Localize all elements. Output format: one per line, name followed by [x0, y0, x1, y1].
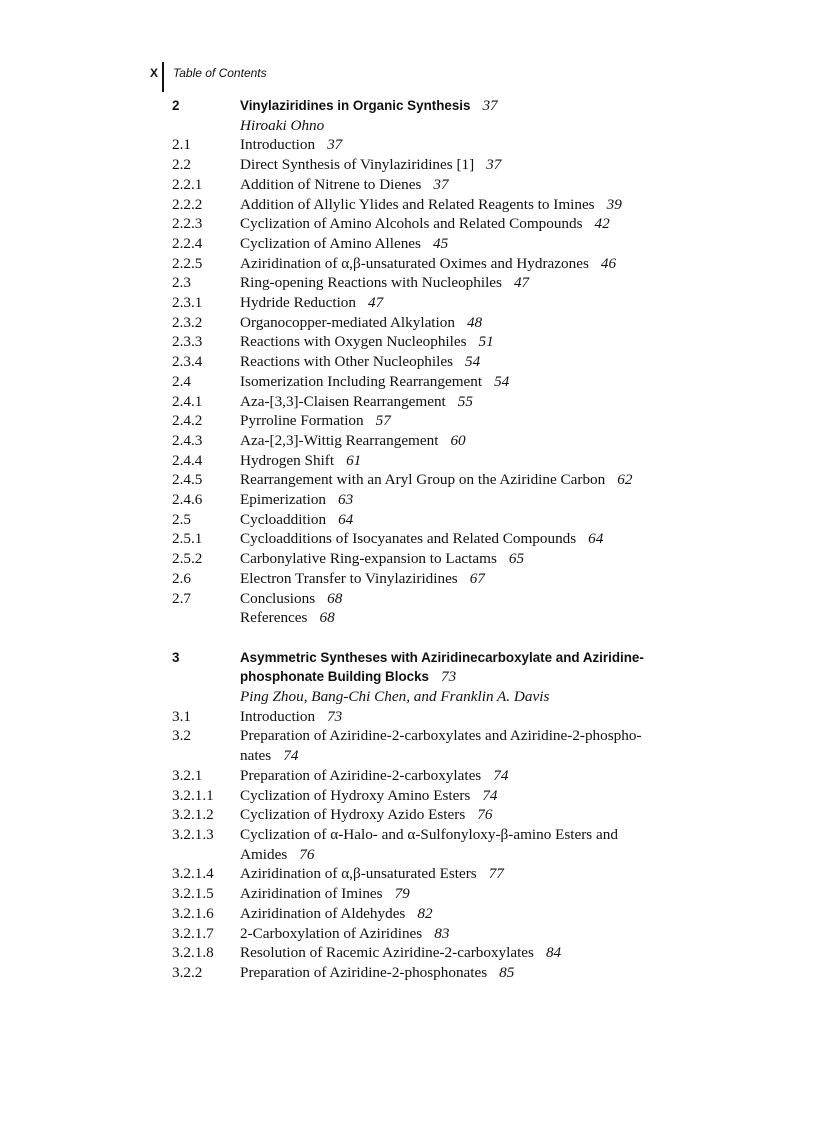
header-rule — [162, 62, 164, 92]
toc-entry[interactable] — [172, 864, 692, 884]
section-page: 76 — [299, 845, 315, 863]
toc-entry[interactable] — [172, 510, 692, 530]
chapter-3-entries — [172, 707, 692, 983]
section-title: Carbonylative Ring-expansion to Lactams — [240, 550, 497, 568]
chapter-page: 73 — [440, 668, 457, 686]
toc-entry[interactable] — [172, 175, 692, 195]
spacer — [172, 628, 692, 648]
section-title: Aziridination of α,β-unsaturated Esters — [240, 865, 477, 883]
chapter-author: Hiroaki Ohno — [240, 116, 325, 134]
toc-entry[interactable] — [172, 135, 692, 155]
section-title: Cyclization of Amino Allenes — [240, 234, 421, 252]
section-number: 3.2.1.3 — [172, 826, 214, 843]
section-page: 39 — [606, 195, 622, 213]
section-title: Cycloaddition — [240, 510, 327, 528]
section-title: Aza-[2,3]-Wittig Rearrangement — [240, 431, 439, 449]
section-title: Isomerization Including Rearrangement — [240, 372, 483, 390]
section-page: 37 — [486, 156, 502, 174]
section-title: Reactions with Oxygen Nucleophiles — [240, 333, 467, 351]
toc-entry[interactable] — [172, 293, 692, 313]
section-title: Addition of Nitrene to Dienes — [240, 175, 422, 193]
section-title: Aziridination of Imines — [240, 885, 383, 903]
section-title: Rearrangement with an Aryl Group on the Aziridine Carbon — [240, 471, 606, 489]
section-number: 3.2.1.4 — [172, 865, 214, 883]
toc-entry[interactable] — [172, 332, 692, 352]
toc-entry[interactable] — [172, 155, 692, 175]
section-number: 2.4 — [172, 372, 191, 390]
toc-entry[interactable] — [172, 529, 692, 549]
section-page: 45 — [432, 234, 449, 252]
section-number: 3.2.2 — [172, 963, 203, 981]
section-page: 83 — [434, 924, 450, 942]
section-title-continued: nates — [240, 747, 272, 765]
toc-entry[interactable] — [172, 195, 692, 215]
section-title: Ring-opening Reactions with Nucleophiles — [240, 274, 502, 292]
chapter-author: Ping Zhou, Bang-Chi Chen, and Franklin A. Davis — [240, 688, 550, 706]
section-title: Preparation of Aziridine-2-carboxylates and Aziridine-2-phospho- — [240, 727, 642, 745]
section-number: 2.5 — [172, 510, 191, 528]
toc-entry[interactable] — [172, 372, 692, 392]
toc-entry[interactable] — [172, 313, 692, 333]
section-title: Hydride Reduction — [240, 294, 356, 312]
section-page: 76 — [477, 806, 493, 824]
toc-entry[interactable] — [172, 411, 692, 431]
toc-entry[interactable] — [172, 963, 692, 983]
section-page: 63 — [338, 491, 354, 509]
toc-entry[interactable] — [172, 904, 692, 924]
section-title: Resolution of Racemic Aziridine-2-carboxylates — [240, 944, 534, 962]
section-page: 47 — [513, 274, 530, 292]
toc-entry[interactable] — [172, 726, 692, 765]
section-number: 3.2.1.5 — [172, 885, 214, 903]
section-number: 3.2 — [172, 727, 191, 745]
section-title: Introduction — [240, 136, 316, 154]
section-number: 3.2.1 — [172, 766, 203, 784]
toc-entry[interactable] — [172, 786, 692, 806]
section-title: Aza-[3,3]-Claisen Rearrangement — [240, 392, 446, 410]
table-of-contents — [172, 96, 692, 983]
section-title: Preparation of Aziridine-2-carboxylates — [240, 766, 482, 784]
section-title: Cyclization of Hydroxy Azido Esters — [240, 806, 466, 824]
section-title: Direct Synthesis of Vinylaziridines [1] — [240, 156, 475, 174]
toc-entry[interactable] — [172, 766, 692, 786]
section-number: 2.3.3 — [172, 333, 203, 351]
toc-entry[interactable] — [172, 234, 692, 254]
chapter-page: 37 — [482, 97, 498, 114]
section-number: 3.2.1.6 — [172, 904, 214, 922]
toc-entry[interactable] — [172, 707, 692, 727]
section-title: Cyclization of Hydroxy Amino Esters — [240, 786, 471, 804]
chapter-2-entries — [172, 135, 692, 608]
section-number: 3.2.1.8 — [172, 944, 214, 962]
section-title: 2-Carboxylation of Aziridines — [240, 924, 423, 942]
section-page: 67 — [469, 569, 485, 587]
toc-entry[interactable] — [172, 490, 692, 510]
section-page: 64 — [588, 530, 604, 548]
section-number: 2.3.4 — [172, 353, 203, 371]
section-number: 3.1 — [172, 707, 191, 725]
section-title: Epimerization — [240, 491, 327, 509]
references-page: 68 — [319, 609, 335, 627]
section-number: 2.6 — [172, 569, 191, 587]
toc-entry[interactable] — [172, 392, 692, 412]
chapter-heading-continued — [172, 667, 692, 687]
section-number: 2.4.6 — [172, 491, 203, 509]
section-title-continued: Amides — [240, 845, 288, 863]
toc-entry[interactable] — [172, 884, 692, 904]
section-page: 47 — [368, 294, 384, 312]
toc-entry[interactable] — [172, 273, 692, 293]
section-title: Preparation of Aziridine-2-phosphonates — [240, 963, 488, 981]
section-number: 2.1 — [172, 136, 191, 154]
toc-entry[interactable] — [172, 549, 692, 569]
section-number: 2.3.2 — [172, 313, 203, 331]
references-entry[interactable] — [172, 608, 692, 628]
toc-entry[interactable] — [172, 805, 692, 825]
section-page: 54 — [465, 353, 481, 371]
toc-entry[interactable] — [172, 825, 692, 864]
section-number: 3.2.1.1 — [172, 786, 214, 804]
section-number: 3.2.1.2 — [172, 806, 214, 824]
chapter-number: 2 — [172, 98, 180, 113]
section-title: Organocopper-mediated Alkylation — [240, 313, 455, 331]
section-title: Pyrroline Formation — [240, 412, 364, 430]
section-title: Addition of Allylic Ylides and Related Reagents to Imines — [240, 195, 595, 213]
chapter-title: Asymmetric Syntheses with Aziridinecarboxylate and Aziridine- — [240, 649, 644, 665]
toc-entry[interactable] — [172, 451, 692, 471]
toc-entry[interactable] — [172, 431, 692, 451]
section-number: 2.5.1 — [172, 530, 203, 548]
section-page: 48 — [466, 313, 483, 331]
chapter-number: 3 — [172, 649, 180, 665]
section-title: Aziridination of Aldehydes — [240, 904, 406, 922]
section-title: Cycloadditions of Isocyanates and Related Compounds — [240, 530, 577, 548]
section-page: 74 — [283, 747, 299, 765]
toc-entry[interactable] — [172, 589, 692, 609]
section-title: Introduction — [240, 707, 316, 725]
section-page: 64 — [338, 510, 354, 528]
section-number: 2.4.5 — [172, 471, 203, 489]
section-number: 2.2.4 — [172, 234, 203, 252]
section-number: 2.2.2 — [172, 195, 203, 213]
section-number: 2.2.3 — [172, 215, 203, 233]
section-page: 54 — [494, 372, 510, 390]
section-page: 74 — [493, 766, 509, 784]
toc-entry[interactable] — [172, 924, 692, 944]
section-page: 68 — [327, 589, 343, 607]
section-title: Cyclization of Amino Alcohols and Related Compounds — [240, 215, 583, 233]
section-title: Conclusions — [240, 589, 316, 607]
page-number: X — [150, 66, 159, 80]
section-page: 42 — [594, 215, 610, 233]
section-page: 73 — [327, 707, 343, 725]
section-number: 2.3.1 — [172, 294, 203, 312]
section-number: 2.2.1 — [172, 175, 203, 193]
section-number: 2.3 — [172, 274, 191, 292]
section-number: 2.4.4 — [172, 451, 203, 469]
section-page: 61 — [346, 451, 362, 469]
section-title: Hydrogen Shift — [240, 451, 335, 469]
section-page: 37 — [433, 175, 449, 193]
section-title: Aziridination of α,β-unsaturated Oximes and Hydrazones — [240, 254, 589, 272]
section-title: Reactions with Other Nucleophiles — [240, 353, 453, 371]
section-page: 62 — [617, 471, 633, 489]
section-page: 79 — [394, 885, 410, 903]
section-number: 2.4.1 — [172, 392, 203, 410]
references-title: References — [240, 609, 308, 627]
section-page: 85 — [499, 963, 515, 981]
section-page: 60 — [450, 431, 466, 449]
section-number: 2.2.5 — [172, 254, 203, 272]
section-number: 2.4.3 — [172, 431, 203, 449]
section-page: 57 — [375, 412, 391, 430]
section-title: Electron Transfer to Vinylaziridines — [240, 569, 458, 587]
chapter-title-continued: phosphonate Building Blocks — [240, 669, 429, 685]
section-page: 37 — [327, 136, 343, 154]
chapter-heading[interactable] — [172, 96, 692, 116]
section-number: 2.2 — [172, 156, 191, 174]
running-title: Table of Contents — [173, 66, 267, 80]
chapter-title: Vinylaziridines in Organic Synthesis — [240, 98, 471, 113]
section-number: 2.7 — [172, 589, 191, 607]
section-page: 65 — [508, 550, 525, 568]
section-page: 46 — [600, 254, 617, 272]
section-number: 2.5.2 — [172, 550, 203, 568]
section-page: 55 — [457, 392, 473, 410]
section-page: 74 — [482, 786, 498, 804]
section-number: 2.4.2 — [172, 412, 203, 430]
section-page: 51 — [478, 333, 494, 351]
section-page: 77 — [488, 865, 504, 883]
toc-entry[interactable] — [172, 254, 692, 274]
section-page: 84 — [545, 944, 562, 962]
toc-entry[interactable] — [172, 470, 692, 490]
section-number: 3.2.1.7 — [172, 924, 214, 942]
toc-entry[interactable] — [172, 943, 692, 963]
section-title: Cyclization of α-Halo- and α-Sulfonyloxy-β-amino Esters and — [240, 826, 618, 843]
toc-entry[interactable] — [172, 569, 692, 589]
toc-entry[interactable] — [172, 352, 692, 372]
section-page: 82 — [417, 904, 433, 922]
chapter-heading[interactable] — [172, 648, 692, 668]
toc-entry[interactable] — [172, 214, 692, 234]
